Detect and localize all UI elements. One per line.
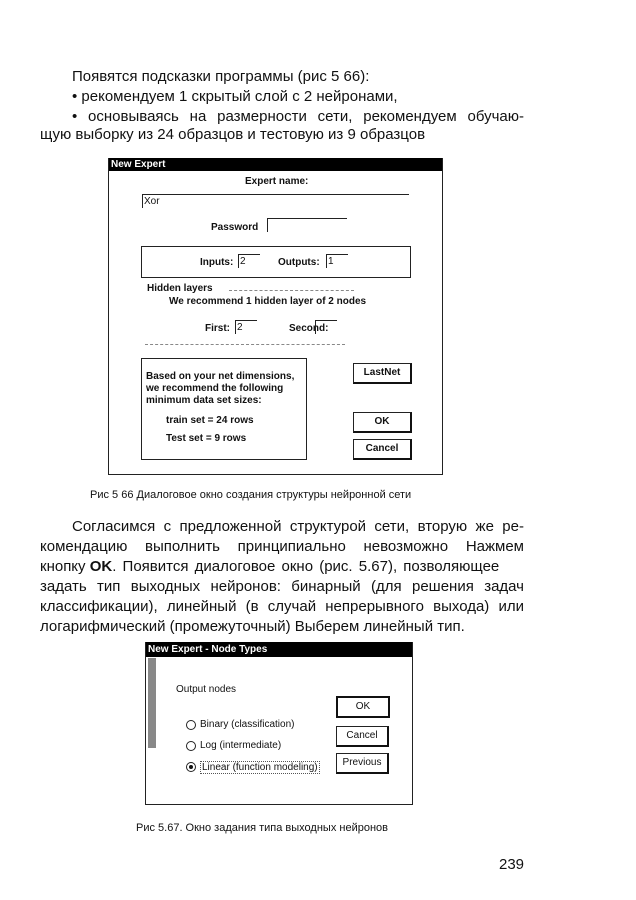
cancel-button[interactable]: Cancel bbox=[353, 439, 412, 460]
cancel-button[interactable]: Cancel bbox=[336, 726, 389, 747]
ok-button[interactable]: OK bbox=[353, 412, 412, 433]
test-set-text: Test set = 9 rows bbox=[166, 433, 247, 444]
recommend-text: We recommend 1 hidden layer of 2 nodes bbox=[169, 296, 367, 307]
log-radio[interactable] bbox=[186, 741, 196, 751]
ok-bold-text: OK bbox=[89, 558, 113, 575]
previous-button[interactable]: Previous bbox=[336, 753, 389, 774]
bullet-item: • основываясь на размерности сети, рекомендуем обучаю- bbox=[72, 108, 524, 125]
log-label[interactable]: Log (intermediate) bbox=[200, 740, 282, 751]
dialog-title: New Expert - Node Types bbox=[146, 642, 412, 657]
first-layer-input[interactable]: 2 bbox=[235, 320, 257, 334]
second-label: Second: bbox=[289, 323, 329, 334]
linear-label[interactable]: Linear (function modeling) bbox=[202, 762, 318, 773]
outputs-input[interactable]: 1 bbox=[326, 254, 348, 268]
io-group bbox=[141, 246, 411, 278]
text-line: Согласимся с предложенной структурой сети, вторую же ре- bbox=[72, 518, 524, 535]
figure-caption: Рис 5 66 Диалоговое окно создания структуры нейронной сети bbox=[90, 489, 412, 501]
text-line: Появятся подсказки программы (рис 5 66): bbox=[72, 68, 370, 85]
output-nodes-label: Output nodes bbox=[176, 684, 237, 695]
text-line: классификации), линейный (в случай непрерывного выхода) или bbox=[40, 598, 524, 615]
expert-name-label: Expert name: bbox=[245, 176, 309, 187]
binary-label[interactable]: Binary (classification) bbox=[200, 719, 295, 730]
expert-name-input[interactable]: Xor bbox=[142, 194, 409, 208]
ok-button[interactable]: OK bbox=[336, 696, 390, 718]
page-number: 239 bbox=[499, 856, 525, 873]
outputs-label: Outputs: bbox=[278, 257, 320, 268]
inputs-label: Inputs: bbox=[200, 257, 234, 268]
node-types-dialog bbox=[145, 642, 413, 805]
text-line: комендацию выполнить принципиально невозможно Нажмем bbox=[40, 538, 524, 555]
second-layer-input[interactable] bbox=[315, 320, 337, 334]
binary-radio[interactable] bbox=[186, 720, 196, 730]
text-span: кнопку bbox=[40, 558, 90, 575]
first-label: First: bbox=[205, 323, 230, 334]
text-line: щую выборку из 24 образцов и тестовую из 9 образцов bbox=[40, 126, 426, 143]
text-line bbox=[40, 558, 524, 576]
info-text: Based on your net dimensions, bbox=[146, 371, 295, 382]
new-expert-dialog bbox=[108, 158, 443, 475]
linear-radio[interactable] bbox=[186, 762, 196, 772]
info-text: minimum data set sizes: bbox=[146, 395, 262, 406]
divider bbox=[145, 344, 345, 345]
text-line: логарифмический (промежуточный) Выберем линейный тип. bbox=[40, 618, 465, 635]
divider bbox=[229, 290, 354, 291]
inputs-input[interactable]: 2 bbox=[238, 254, 260, 268]
hidden-layers-label: Hidden layers bbox=[147, 283, 213, 294]
text-line: задать тип выходных нейронов: бинарный (для решения задач bbox=[40, 578, 524, 595]
dialog-title: New Expert bbox=[109, 158, 442, 171]
password-label: Password bbox=[211, 222, 259, 233]
lastnet-button[interactable]: LastNet bbox=[353, 363, 412, 384]
train-set-text: train set = 24 rows bbox=[166, 415, 254, 426]
info-text: we recommend the following bbox=[146, 383, 284, 394]
bullet-item: • рекомендуем 1 скрытый слой с 2 нейронами, bbox=[72, 88, 398, 105]
data-size-info-box bbox=[141, 358, 307, 460]
figure-caption: Рис 5.67. Окно задания типа выходных нейронов bbox=[136, 822, 388, 834]
password-input[interactable] bbox=[267, 218, 347, 232]
wizard-image bbox=[148, 658, 156, 748]
text-span: . Появится диалоговое окно (рис. 5.67), позволяющее bbox=[112, 558, 500, 575]
